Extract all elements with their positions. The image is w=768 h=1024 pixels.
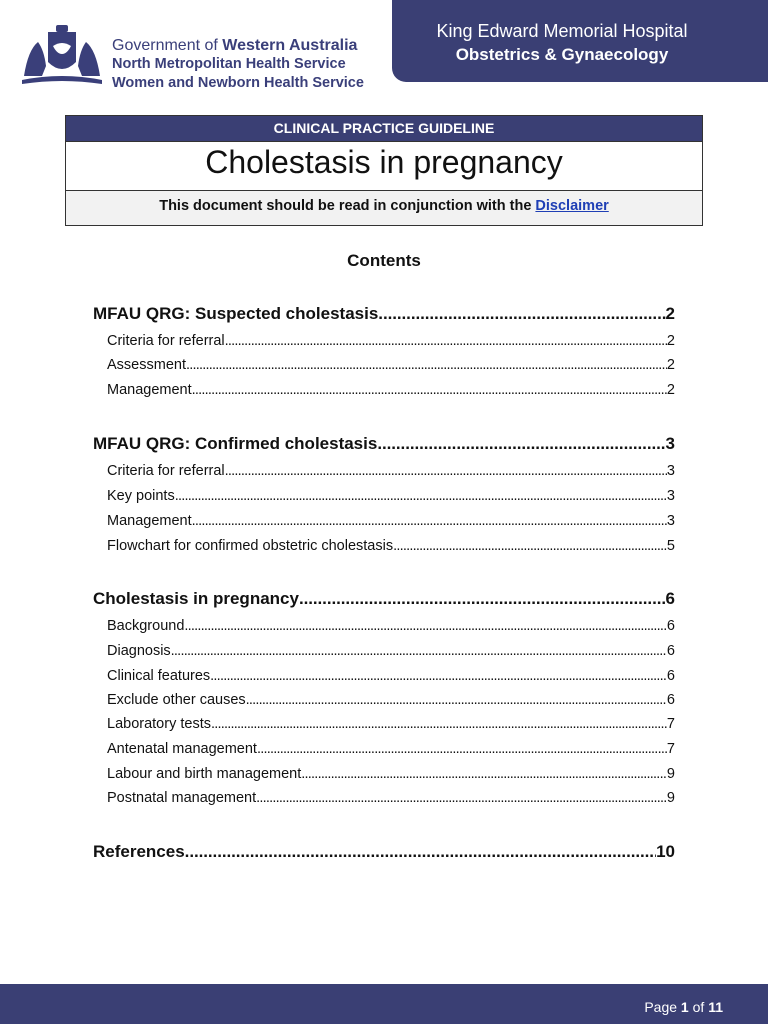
guideline-category: CLINICAL PRACTICE GUIDELINE xyxy=(66,116,702,142)
toc-entry-page: 2 xyxy=(665,304,675,323)
toc-entry-label: MFAU QRG: Confirmed cholestasis xyxy=(93,434,378,453)
toc-entry-label: Antenatal management xyxy=(107,741,257,757)
toc-dot-leader xyxy=(256,790,667,806)
toc-subsection-entry[interactable] xyxy=(93,790,675,806)
toc-entry-page: 7 xyxy=(666,741,675,757)
toc-dot-leader xyxy=(393,538,667,554)
toc-section-entry[interactable] xyxy=(93,842,675,862)
toc-subsection-entry[interactable] xyxy=(93,488,675,504)
toc-entry-label: Criteria for referral xyxy=(107,333,225,349)
toc-dot-leader xyxy=(184,618,667,634)
org-line-government: Government of Western Australia xyxy=(112,37,358,54)
toc-entry-page: 7 xyxy=(666,716,675,732)
toc-entry-page: 9 xyxy=(666,790,675,806)
toc-entry-page: 9 xyxy=(666,766,675,782)
toc-section-entry[interactable] xyxy=(93,434,675,454)
toc-entry-label: Exclude other causes xyxy=(107,692,246,708)
toc-entry-label: Labour and birth management xyxy=(107,766,302,782)
toc-entry-page: 3 xyxy=(666,513,675,529)
page-footer xyxy=(0,984,768,1024)
toc-dot-leader xyxy=(192,382,667,398)
hospital-banner xyxy=(392,0,768,82)
toc-entry-label: Laboratory tests xyxy=(107,716,211,732)
toc-dot-leader xyxy=(378,304,665,324)
toc-dot-leader xyxy=(246,692,667,708)
toc-subsection-entry[interactable] xyxy=(93,766,675,782)
toc-section-entry[interactable] xyxy=(93,304,675,324)
toc-entry-page: 3 xyxy=(665,434,675,453)
toc-dot-leader xyxy=(301,766,667,782)
toc-entry-label: Clinical features xyxy=(107,668,211,684)
toc-dot-leader xyxy=(171,643,667,659)
toc-subsection-entry[interactable] xyxy=(93,538,675,554)
toc-entry-label: Management xyxy=(107,382,192,398)
title-box xyxy=(65,115,703,226)
toc-dot-leader xyxy=(225,333,667,349)
toc-entry-label: References xyxy=(93,842,185,861)
toc-entry-page: 5 xyxy=(666,538,675,554)
disclaimer-text: This document should be read in conjunction with the xyxy=(159,198,536,214)
toc-entry-label: Assessment xyxy=(107,357,186,373)
toc-entry-label: Cholestasis in pregnancy xyxy=(93,589,299,608)
toc-subsection-entry[interactable] xyxy=(93,716,675,732)
hospital-name: King Edward Memorial Hospital xyxy=(436,21,688,41)
toc-dot-leader xyxy=(211,716,667,732)
disclaimer-link[interactable]: Disclaimer xyxy=(535,198,609,214)
toc-entry-page: 6 xyxy=(666,692,675,708)
toc-subsection-entry[interactable] xyxy=(93,692,675,708)
toc-subsection-entry[interactable] xyxy=(93,382,675,398)
toc-entry-page: 2 xyxy=(666,333,675,349)
toc-subsection-entry[interactable] xyxy=(93,668,675,684)
toc-dot-leader xyxy=(185,842,656,862)
toc-subsection-entry[interactable] xyxy=(93,513,675,529)
document-title: Cholestasis in pregnancy xyxy=(66,142,702,191)
toc-subsection-entry[interactable] xyxy=(93,463,675,479)
organisation-name xyxy=(112,36,364,93)
toc-subsection-entry[interactable] xyxy=(93,741,675,757)
toc-entry-label: Postnatal management xyxy=(107,790,257,806)
toc-dot-leader xyxy=(192,513,667,529)
coat-of-arms-icon xyxy=(18,22,106,88)
toc-entry-label: Criteria for referral xyxy=(107,463,225,479)
toc-subsection-entry[interactable] xyxy=(93,333,675,349)
org-line-nmhs: North Metropolitan Health Service xyxy=(112,56,346,72)
toc-entry-page: 3 xyxy=(666,463,675,479)
toc-entry-page: 10 xyxy=(656,842,675,861)
toc-dot-leader xyxy=(225,463,667,479)
toc-entry-label: MFAU QRG: Suspected cholestasis xyxy=(93,304,379,323)
toc-entry-page: 2 xyxy=(666,382,675,398)
toc-subsection-entry[interactable] xyxy=(93,618,675,634)
org-line-wnhs: Women and Newborn Health Service xyxy=(112,75,364,91)
toc-dot-leader xyxy=(210,668,667,684)
toc-entry-page: 6 xyxy=(665,589,675,608)
government-logo xyxy=(18,22,378,91)
page-indicator: Page 1 of 11 xyxy=(644,999,723,1015)
toc-entry-page: 3 xyxy=(666,488,675,504)
toc-entry-label: Key points xyxy=(107,488,175,504)
toc-section-entry[interactable] xyxy=(93,589,675,609)
toc-entry-page: 6 xyxy=(666,668,675,684)
toc-entry-label: Flowchart for confirmed obstetric cholestasis xyxy=(107,538,394,554)
toc-entry-page: 6 xyxy=(666,618,675,634)
toc-entry-label: Diagnosis xyxy=(107,643,171,659)
toc-entry-page: 6 xyxy=(666,643,675,659)
toc-dot-leader xyxy=(257,741,667,757)
toc-dot-leader xyxy=(175,488,667,504)
toc-subsection-entry[interactable] xyxy=(93,357,675,373)
toc-entry-page: 2 xyxy=(666,357,675,373)
toc-dot-leader xyxy=(377,434,665,454)
toc-entry-label: Background xyxy=(107,618,185,634)
department-name: Obstetrics & Gynaecology xyxy=(455,45,669,64)
toc-entry-label: Management xyxy=(107,513,192,529)
toc-dot-leader xyxy=(186,357,667,373)
toc-dot-leader xyxy=(299,589,666,609)
disclaimer-notice xyxy=(66,191,702,225)
contents-heading: Contents xyxy=(347,251,421,270)
toc-subsection-entry[interactable] xyxy=(93,643,675,659)
